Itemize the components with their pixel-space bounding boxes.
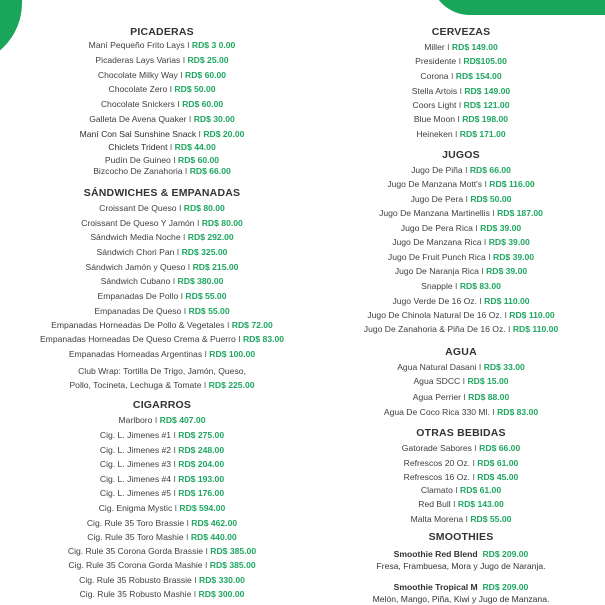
menu-item: Corona I RD$ 154.00 [420, 71, 502, 81]
menu-item: Cig. L. Jimenes #4 I RD$ 193.00 [99, 474, 225, 484]
menu-item: Clamato I RD$ 61.00 [420, 485, 502, 495]
menu-item: Jugo De Manzana Martinellis I RD$ 187.00 [379, 208, 543, 218]
menu-item: Sándwich Chori Pan I RD$ 325.00 [96, 247, 228, 257]
menu-item: Picaderas Lays Varias I RD$ 25.00 [95, 55, 229, 65]
menu-item: Empanadas Horneadas De Pollo & Vegetales I RD$ 72.00 [51, 320, 273, 330]
menu-item: Jugo De Manzana Rica I RD$ 39.00 [392, 237, 530, 247]
menu-item: Chiclets Trident I RD$ 44.00 [108, 142, 216, 152]
section-title-agua: AGUA [445, 346, 477, 358]
menu-item: Jugo De Manzana Mott's I RD$ 116.00 [387, 179, 535, 189]
menu-item: Malta Morena I RD$ 55.00 [410, 514, 512, 524]
menu-item: Chocolate Milky Way I RD$ 60.00 [97, 70, 227, 80]
decorative-green-shape-right [430, 0, 605, 15]
section-title-picaderas: PICADERAS [130, 26, 194, 38]
menu-item: Refrescos 16 Oz. I RD$ 45.00 [403, 472, 519, 482]
menu-item: Cig. Rule 35 Robusto Brassie I RD$ 330.00 [79, 575, 245, 585]
menu-item: Jugo De Naranja Rica I RD$ 39.00 [394, 266, 528, 276]
menu-item: Jugo Verde De 16 Oz. I RD$ 110.00 [392, 296, 530, 306]
menu-item: Jugo De Pera Rica I RD$ 39.00 [400, 223, 522, 233]
menu-item: Presidente I RD$105.00 [415, 56, 507, 66]
menu-item: Cig. Enigma Mystic I RD$ 594.00 [98, 503, 226, 513]
menu-item: Agua De Coco Rica 330 Ml. I RD$ 83.00 [383, 407, 539, 417]
menu-item: Maní Con Sal Sunshine Snack I RD$ 20.00 [79, 129, 245, 139]
menu-item: Pudín De Guineo I RD$ 60.00 [104, 155, 220, 165]
menu-item: Sándwich Jamón y Queso I RD$ 215.00 [85, 262, 239, 272]
smoothie-item-desc: Melón, Mango, Piña, Kiwi y Jugo de Manzana. [372, 594, 550, 604]
section-title-jugos: JUGOS [442, 149, 480, 161]
menu-item: Cig. Rule 35 Toro Brassie I RD$ 462.00 [86, 518, 238, 528]
smoothie-item-title: Smoothie Tropical M RD$ 209.00 [393, 582, 529, 592]
menu-item: Bizcocho De Zanahoria I RD$ 66.00 [93, 166, 231, 176]
menu-item: Empanadas De Queso I RD$ 55.00 [94, 306, 230, 316]
menu-item: Chocolate Snickers I RD$ 60.00 [100, 99, 224, 109]
menu-item: Cig. L. Jimenes #3 I RD$ 204.00 [99, 459, 225, 469]
menu-item: Coors Light I RD$ 121.00 [412, 100, 510, 110]
menu-item: Jugo De Pera I RD$ 50.00 [410, 194, 512, 204]
section-title-cervezas: CERVEZAS [431, 26, 491, 38]
menu-item: Empanadas Horneadas Argentinas I RD$ 100.00 [68, 349, 256, 359]
menu-item-wrap-line1: Club Wrap: Tortilla De Trigo, Jamón, Queso, [78, 366, 246, 376]
menu-item: Gatorade Sabores I RD$ 66.00 [401, 443, 521, 453]
menu-item: Sándwich Cubano I RD$ 380.00 [100, 276, 224, 286]
menu-item: Cig. L. Jimenes #1 I RD$ 275.00 [99, 430, 225, 440]
menu-item: Marlboro I RD$ 407.00 [118, 415, 206, 425]
menu-item: Chocolate Zero I RD$ 50.00 [108, 84, 216, 94]
section-title-smoothies: SMOOTHIES [428, 531, 494, 543]
menu-item: Red Bull I RD$ 143.00 [418, 499, 504, 509]
menu-item: Cig. Rule 35 Corona Gorda Mashie I RD$ 385.00 [68, 560, 256, 570]
menu-item: Miller I RD$ 149.00 [424, 42, 498, 52]
smoothie-item-title: Smoothie Red Blend RD$ 209.00 [393, 549, 529, 559]
menu-item: Jugo De Chinola Natural De 16 Oz. I RD$ 110.00 [367, 310, 555, 320]
menu-item: Galleta De Avena Quaker I RD$ 30.00 [89, 114, 235, 124]
menu-item: Pollo, Tocineta, Lechuga & Tomate I RD$ 225.00 [69, 380, 255, 390]
menu-item: Agua SDCC I RD$ 15.00 [413, 376, 509, 386]
menu-item: Cig. Rule 35 Robusto Mashie I RD$ 300.00 [79, 589, 245, 599]
menu-item: Cig. L. Jimenes #2 I RD$ 248.00 [99, 445, 225, 455]
menu-item: Sándwich Media Noche I RD$ 292.00 [90, 232, 234, 242]
menu-item: Empanadas De Pollo I RD$ 55.00 [97, 291, 227, 301]
menu-item: Cig. Rule 35 Toro Mashie I RD$ 440.00 [87, 532, 237, 542]
menu-item: Croissant De Queso I RD$ 80.00 [99, 203, 225, 213]
menu-item: Jugo De Zanahoria & Piña De 16 Oz. I RD$ 110.00 [363, 324, 559, 334]
menu-item: Cig. L. Jimenes #5 I RD$ 176.00 [99, 488, 225, 498]
menu-item: Jugo De Piña I RD$ 66.00 [411, 165, 511, 175]
section-title-sandwiches: SÁNDWICHES & EMPANADAS [83, 187, 241, 199]
menu-item: Stella Artois I RD$ 149.00 [411, 86, 511, 96]
menu-item: Blue Moon I RD$ 198.00 [413, 114, 509, 124]
menu-item: Maní Pequeño Frito Lays I RD$ 3 0.00 [88, 40, 236, 50]
menu-item: Agua Natural Dasani I RD$ 33.00 [397, 362, 525, 372]
menu-item: Heineken I RD$ 171.00 [416, 129, 506, 139]
menu-item: Cig. Rule 35 Corona Gorda Brassie I RD$ 385.00 [67, 546, 257, 556]
section-title-otras-bebidas: OTRAS BEBIDAS [416, 427, 506, 439]
menu-item: Snapple I RD$ 83.00 [421, 281, 501, 291]
menu-item: Empanadas Horneadas De Queso Crema & Puerro I RD$ 83.00 [39, 334, 285, 344]
menu-item: Agua Perrier I RD$ 88.00 [412, 392, 510, 402]
smoothie-item-desc: Fresa, Frambuesa, Mora y Jugo de Naranja. [376, 561, 546, 571]
menu-item: Jugo De Fruit Punch Rica I RD$ 39.00 [387, 252, 535, 262]
section-title-cigarros: CIGARROS [132, 399, 192, 411]
menu-item: Refrescos 20 Oz. I RD$ 61.00 [403, 458, 519, 468]
menu-item: Croissant De Queso Y Jamón I RD$ 80.00 [81, 218, 243, 228]
